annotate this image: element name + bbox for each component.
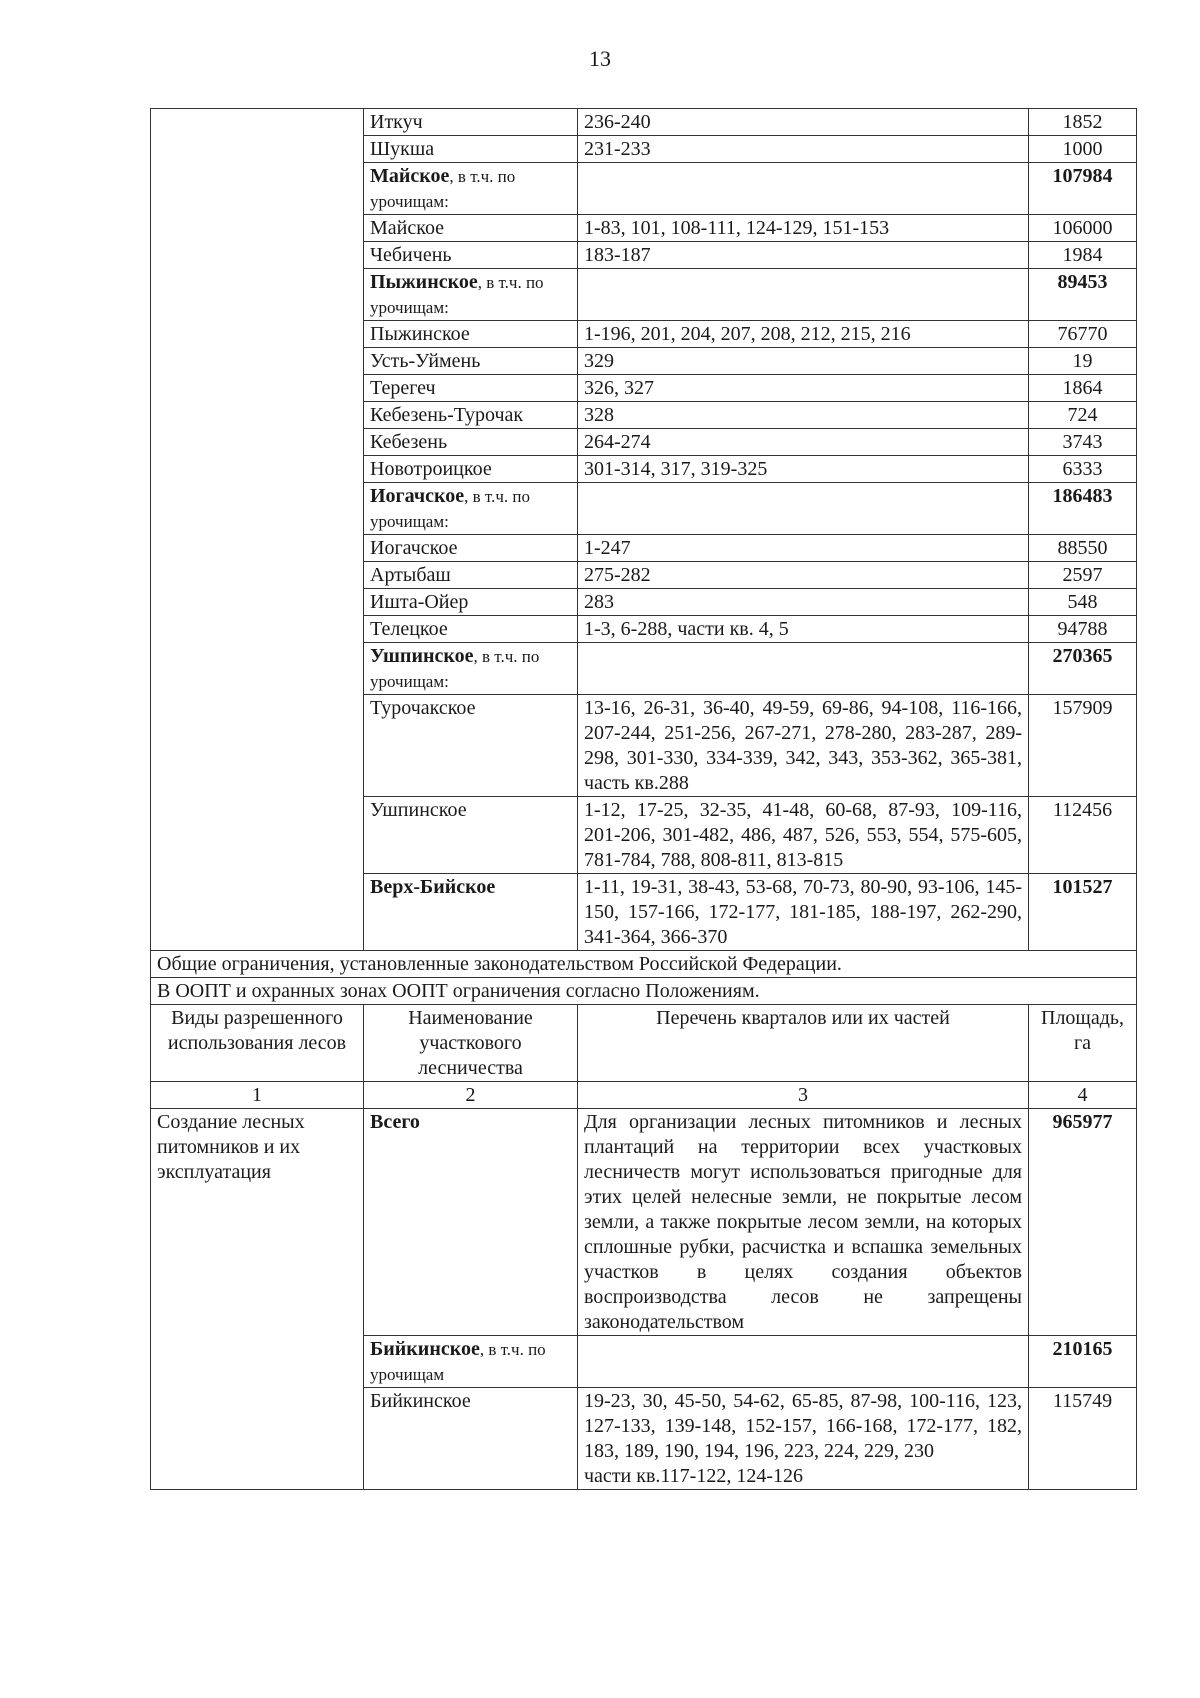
area-cell: 106000 [1029, 215, 1137, 242]
forestry-name-cell [364, 1336, 578, 1388]
forestry-name-cell [364, 109, 578, 136]
forestry-name: Пыжинское [370, 323, 470, 345]
forestry-name: Шукша [370, 138, 435, 160]
forestry-name-cell [364, 163, 578, 215]
area-cell: 88550 [1029, 535, 1137, 562]
quarters-cell [578, 1336, 1029, 1388]
quarters-cell: 301-314, 317, 319-325 [578, 456, 1029, 483]
area-cell: 1984 [1029, 242, 1137, 269]
forestry-name: Терегеч [370, 377, 436, 399]
upper-body [151, 109, 1137, 951]
forestry-name: Бийкинское [370, 1338, 480, 1360]
forestry-name-cell [364, 589, 578, 616]
forestry-suffix: , в т.ч. по урочищам [370, 1340, 546, 1384]
quarters-cell: 264-274 [578, 429, 1029, 456]
forestry-name-cell [364, 402, 578, 429]
quarters-cell [578, 1388, 1029, 1490]
quarters-cell: 329 [578, 348, 1029, 375]
quarters-cell: 328 [578, 402, 1029, 429]
quarters-text-parts: части кв.117-122, 124-126 [584, 1465, 803, 1487]
quarters-cell [578, 163, 1029, 215]
forestry-name-cell [364, 695, 578, 797]
area-cell: 94788 [1029, 616, 1137, 643]
forestry-name-cell [364, 483, 578, 535]
note-oopt-row [151, 978, 1137, 1005]
forestry-name: Ушпинское [370, 799, 467, 821]
forestry-name-cell [364, 375, 578, 402]
quarters-cell: 183-187 [578, 242, 1029, 269]
quarters-cell [578, 269, 1029, 321]
forestry-suffix: , в т.ч. по урочищам: [370, 167, 516, 211]
header-index: 3 [578, 1082, 1029, 1109]
forestry-name: Иткуч [370, 111, 423, 133]
forestry-name: Турочакское [370, 697, 476, 719]
header-index: 4 [1029, 1082, 1137, 1109]
area-cell: 115749 [1029, 1388, 1137, 1490]
area-cell: 107984 [1029, 163, 1137, 215]
quarters-text: 19-23, 30, 45-50, 54-62, 65-85, 87-98, 100-116, 123, 127-133, 139-148, 152-157, 166-168, 172-177, 182, 183, 189, 190, 194, 196, 223, 224, 229, 230 [584, 1390, 1022, 1462]
note-general: Общие ограничения, установленные законодательством Российской Федерации. [151, 951, 1137, 978]
forestry-name: Чебичень [370, 244, 452, 266]
area-cell: 270365 [1029, 643, 1137, 695]
quarters-cell [578, 643, 1029, 695]
quarters-cell: 1-196, 201, 204, 207, 208, 212, 215, 216 [578, 321, 1029, 348]
quarters-cell: 236-240 [578, 109, 1029, 136]
forestry-name-cell [364, 242, 578, 269]
forestry-suffix: , в т.ч. по урочищам: [370, 487, 530, 531]
area-cell: 1864 [1029, 375, 1137, 402]
forestry-name: Ушпинское [370, 645, 474, 667]
forestry-name: Пыжинское [370, 271, 478, 293]
quarters-cell: 13-16, 26-31, 36-40, 49-59, 69-86, 94-108, 116-166, 207-244, 251-256, 267-271, 278-280, 283-287, 289-298, 301-330, 334-339, 342, 343, 353-362, 365-381, часть кв.288 [578, 695, 1029, 797]
area-cell: 3743 [1029, 429, 1137, 456]
table-row [151, 1109, 1137, 1336]
forestry-name: Телецкое [370, 618, 448, 640]
quarters-cell: 1-3, 6-288, части кв. 4, 5 [578, 616, 1029, 643]
forestry-name: Иогачское [370, 537, 458, 559]
forestry-name-cell [364, 348, 578, 375]
forestry-name: Артыбаш [370, 564, 451, 586]
area-cell: 157909 [1029, 695, 1137, 797]
forestry-name: Усть-Уймень [370, 350, 481, 372]
forestry-name-cell [364, 797, 578, 874]
quarters-cell: 1-12, 17-25, 32-35, 41-48, 60-68, 87-93, 109-116, 201-206, 301-482, 486, 487, 526, 553, 554, 575-605, 781-784, 788, 808-811, 813-815 [578, 797, 1029, 874]
forestry-name-cell [364, 429, 578, 456]
forestry-name: Новотроицкое [370, 458, 492, 480]
forestry-name-cell [364, 874, 578, 951]
forestry-name-cell [364, 535, 578, 562]
quarters-cell: 1-247 [578, 535, 1029, 562]
header-row [151, 1005, 1137, 1082]
area-cell: 548 [1029, 589, 1137, 616]
forestry-name: Майское [370, 217, 445, 239]
forestry-name: Майское [370, 165, 450, 187]
forestry-name: Кебезень [370, 431, 448, 453]
header-use-type: Виды разрешенного использования лесов [151, 1005, 364, 1082]
lower-body [151, 951, 1137, 1490]
area-cell: 112456 [1029, 797, 1137, 874]
forestry-name: Верх-Бийское [370, 876, 496, 898]
forestry-name-cell [364, 616, 578, 643]
quarters-cell: 1-11, 19-31, 38-43, 53-68, 70-73, 80-90, 93-106, 145-150, 157-166, 172-177, 181-185, 188-197, 262-290, 341-364, 366-370 [578, 874, 1029, 951]
forestry-suffix: , в т.ч. по урочищам: [370, 647, 540, 691]
area-cell: 210165 [1029, 1336, 1137, 1388]
forestry-name: Бийкинское [364, 1388, 578, 1490]
quarters-cell: 283 [578, 589, 1029, 616]
forestry-name-cell [364, 643, 578, 695]
area-cell: 2597 [1029, 562, 1137, 589]
area-cell: 1000 [1029, 136, 1137, 163]
header-index: 1 [151, 1082, 364, 1109]
total-note: Для организации лесных питомников и лесных плантаций на территории всех участковых лесничеств могут использоваться пригодные для этих целей нелесные земли, не покрытые лесом земли, а также покрытые лесом земли, на которых сплошные рубки, расчистка и вспашка земельных участков в целях создания объектов воспроизводства лесов не запрещены законодательством [578, 1109, 1029, 1336]
note-general-row [151, 951, 1137, 978]
quarters-cell: 275-282 [578, 562, 1029, 589]
total-area: 965977 [1029, 1109, 1137, 1336]
header-forestry: Наименование участкового лесничества [364, 1005, 578, 1082]
forestry-name-cell [364, 136, 578, 163]
header-index: 2 [364, 1082, 578, 1109]
use-type-cell [151, 109, 364, 951]
area-cell: 89453 [1029, 269, 1137, 321]
quarters-cell: 1-83, 101, 108-111, 124-129, 151-153 [578, 215, 1029, 242]
quarters-cell [578, 483, 1029, 535]
use-type-cell: Создание лесных питомников и их эксплуатация [151, 1109, 364, 1490]
forestry-name-cell [364, 321, 578, 348]
forestry-name-cell [364, 562, 578, 589]
forestry-name: Кебезень-Турочак [370, 404, 524, 426]
total-label: Всего [364, 1109, 578, 1336]
note-oopt: В ООПТ и охранных зонах ООПТ ограничения согласно Положениям. [151, 978, 1137, 1005]
forestry-name-cell [364, 456, 578, 483]
area-cell: 186483 [1029, 483, 1137, 535]
area-cell: 19 [1029, 348, 1137, 375]
quarters-cell: 231-233 [578, 136, 1029, 163]
forestry-name-cell [364, 269, 578, 321]
quarters-cell: 326, 327 [578, 375, 1029, 402]
page-number: 13 [589, 46, 611, 71]
forestry-name: Ишта-Ойер [370, 591, 469, 613]
forest-table [150, 108, 1137, 1490]
area-cell: 6333 [1029, 456, 1137, 483]
header-index-row [151, 1082, 1137, 1109]
header-quarters: Перечень кварталов или их частей [578, 1005, 1029, 1082]
table-row [151, 109, 1137, 136]
area-cell: 76770 [1029, 321, 1137, 348]
area-cell: 1852 [1029, 109, 1137, 136]
header-area: Площадь, га [1029, 1005, 1137, 1082]
forestry-name: Иогачское [370, 485, 465, 507]
forestry-suffix: , в т.ч. по урочищам: [370, 273, 544, 317]
area-cell: 101527 [1029, 874, 1137, 951]
area-cell: 724 [1029, 402, 1137, 429]
forestry-name-cell [364, 215, 578, 242]
